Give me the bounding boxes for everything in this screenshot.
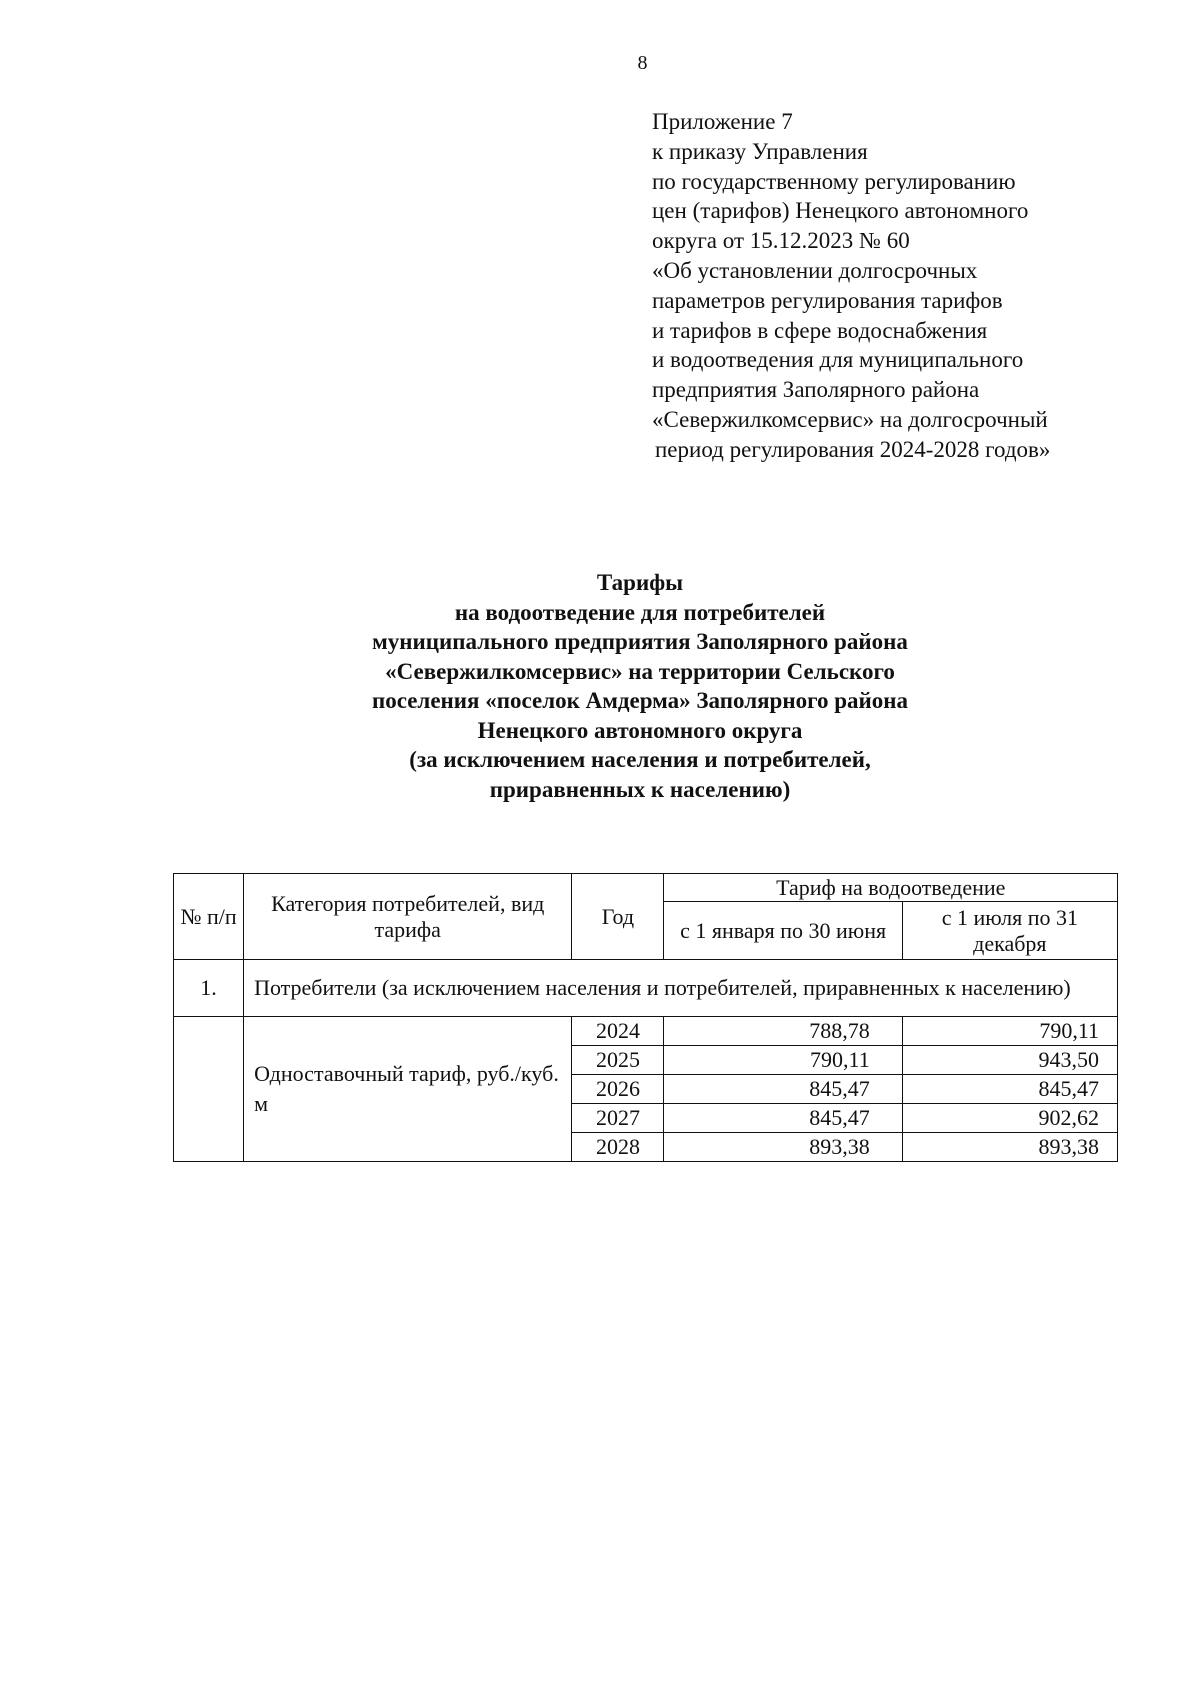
header-category: Категория потребителей, вид тарифа: [244, 874, 572, 960]
year-cell: 2024: [572, 1017, 664, 1046]
appendix-line: по государственному регулированию: [652, 168, 1016, 194]
appendix-line: к приказу Управления: [652, 138, 868, 164]
appendix-line: период регулирования 2024-2028 годов»: [655, 436, 1051, 462]
title-line: на водоотведение для потребителей: [454, 599, 826, 625]
appendix-line: «Севержилкомсервис» на долгосрочный: [652, 406, 1048, 432]
value-period-2: 943,50: [902, 1046, 1117, 1075]
year-cell: 2028: [572, 1133, 664, 1162]
value-period-1: 788,78: [664, 1017, 902, 1046]
appendix-line: предприятия Заполярного района: [652, 377, 980, 403]
value-period-1: 790,11: [664, 1046, 902, 1075]
title-line: муниципального предприятия Заполярного района: [372, 629, 908, 654]
section-label: Потребители (за исключением населения и потребителей, приравненных к населению): [244, 960, 1118, 1017]
appendix-line: параметров регулирования тарифов: [652, 287, 1003, 313]
appendix-line: цен (тарифов) Ненецкого автономного: [652, 198, 1029, 224]
header-year: Год: [572, 874, 664, 960]
value-period-2: 893,38: [902, 1133, 1117, 1162]
year-cell: 2027: [572, 1104, 664, 1133]
section-num: 1.: [174, 960, 244, 1017]
appendix-block: [652, 107, 1172, 465]
header-tariff-group: Тариф на водоотведение: [664, 874, 1118, 902]
value-period-2: 902,62: [902, 1104, 1117, 1133]
section-row: [174, 960, 1118, 1017]
year-cell: 2026: [572, 1075, 664, 1104]
header-period-1: с 1 января по 30 июня: [664, 902, 902, 960]
appendix-line: Приложение 7: [652, 109, 793, 134]
tariff-table: [173, 873, 1118, 1162]
title-line: Ненецкого автономного округа: [477, 717, 803, 743]
value-period-2: 845,47: [902, 1075, 1117, 1104]
value-period-1: 845,47: [664, 1104, 902, 1133]
category-label: Одноставочный тариф, руб./куб. м: [244, 1017, 572, 1162]
title-line: Тарифы: [596, 570, 684, 595]
title-line: поселения «поселок Амдерма» Заполярного района: [371, 688, 909, 713]
page-number: 8: [637, 52, 648, 74]
title-line: «Севержилкомсервис» на территории Сельского: [385, 658, 895, 684]
title-line: приравненных к населению): [489, 776, 791, 802]
header-num: № п/п: [174, 874, 244, 960]
appendix-line: и тарифов в сфере водоснабжения: [652, 317, 988, 343]
document-title: [230, 568, 1050, 804]
appendix-line: округа от 15.12.2023 № 60: [652, 228, 910, 254]
table-row: [174, 1017, 1118, 1046]
value-period-1: 893,38: [664, 1133, 902, 1162]
appendix-line: и водоотведения для муниципального: [652, 347, 1024, 373]
value-period-1: 845,47: [664, 1075, 902, 1104]
year-cell: 2025: [572, 1046, 664, 1075]
value-period-2: 790,11: [902, 1017, 1117, 1046]
header-period-2: с 1 июля по 31 декабря: [902, 902, 1117, 960]
empty-num-cell: [174, 1017, 244, 1162]
appendix-line: «Об установлении долгосрочных: [652, 257, 978, 283]
title-line: (за исключением населения и потребителей,: [409, 747, 871, 772]
